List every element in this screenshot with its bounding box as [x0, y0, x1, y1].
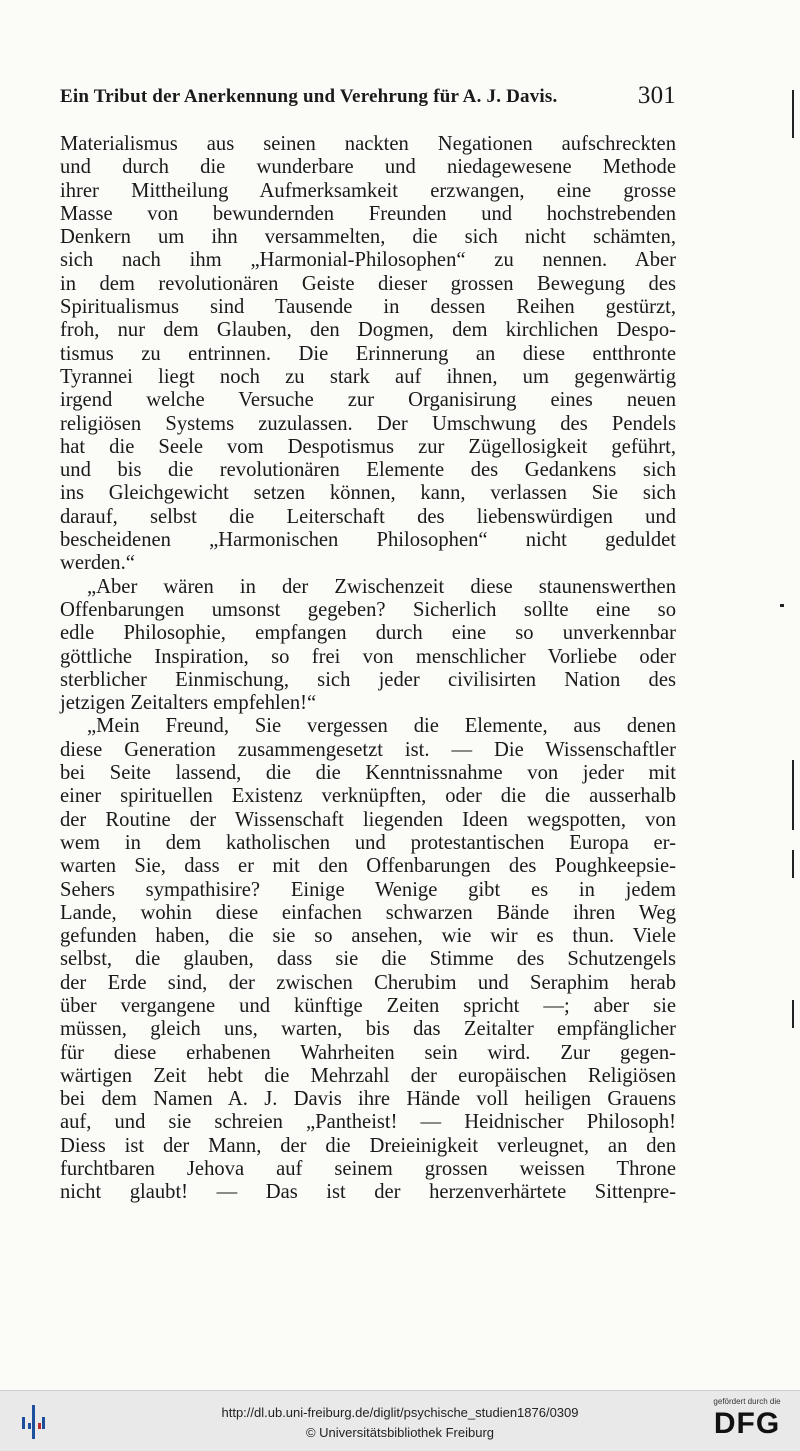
text-line: Masse von bewundernden Freunden und hochstrebenden — [60, 202, 676, 225]
text-line: darauf, selbst die Leiterschaft des liebenswürdigen und — [60, 505, 676, 528]
copyright-notice: © Universitätsbibliothek Freiburg — [305, 1425, 495, 1440]
text-line: ins Gleichgewicht setzen können, kann, verlassen Sie sich — [60, 482, 676, 505]
text-line: tismus zu entrinnen. Die Erinnerung an diese entthronte — [60, 342, 676, 365]
page-number: 301 — [637, 82, 676, 109]
text-line: Materialismus aus seinen nackten Negationen aufschreckten — [60, 133, 676, 155]
document-url[interactable]: http://dl.ub.uni-freiburg.de/diglit/psychische_studien1876/0309 — [221, 1405, 579, 1420]
text-line: nicht glaubt! — Das ist der herzenverhärtete Sittenpre- — [60, 1181, 676, 1204]
running-head — [60, 82, 676, 109]
text-line: wärtigen Zeit hebt die Mehrzahl der europäischen Religiösen — [60, 1064, 676, 1087]
text-line: Offenbarungen umsonst gegeben? Sicherlich sollte eine so — [60, 598, 676, 621]
text-line: „Aber wären in der Zwischenzeit diese staunenswerthen — [87, 575, 676, 598]
dfg-logo-icon — [706, 1397, 788, 1447]
margin-mark — [792, 760, 794, 830]
text-line: selbst, die glauben, dass sie die Stimme des Schutzengels — [60, 948, 676, 971]
text-line: bei dem Namen A. J. Davis ihre Hände voll heiligen Grauens — [60, 1088, 676, 1111]
text-line: froh, nur dem Glauben, den Dogmen, dem kirchlichen Despo- — [60, 319, 676, 342]
text-line: werden.“ — [60, 552, 135, 575]
margin-mark — [792, 850, 794, 878]
text-line: hat die Seele vom Despotismus zur Zügellosigkeit geführt, — [60, 435, 676, 458]
text-line: Sehers sympathisire? Einige Wenige gibt es in jedem — [60, 878, 676, 901]
text-line: jetzigen Zeitalters empfehlen!“ — [60, 692, 317, 715]
footer-bar — [0, 1390, 800, 1451]
text-line: Lande, wohin diese einfachen schwarzen Bände ihren Weg — [60, 901, 676, 924]
text-line: gefunden haben, die sie so ansehen, wie wir es thun. Viele — [60, 925, 676, 948]
text-line: ihrer Mittheilung Aufmerksamkeit erzwangen, eine grosse — [60, 179, 676, 202]
text-line: müssen, gleich uns, warten, bis das Zeitalter empfänglicher — [60, 1018, 676, 1041]
text-line: Tyrannei liegt noch zu stark auf ihnen, um gegenwärtig — [60, 365, 676, 388]
text-line: und bis die revolutionären Elemente des Gedankens sich — [60, 459, 676, 482]
text-line: sich nach ihm „Harmonial-Philosophen“ zu nennen. Aber — [60, 249, 676, 272]
dfg-funding-note: gefördert durch die — [713, 1397, 781, 1406]
text-line: wem in dem katholischen und protestantischen Europa er- — [60, 831, 676, 854]
text-line: göttliche Inspiration, so frei von menschlicher Vorliebe oder — [60, 645, 676, 668]
text-line: Denkern um ihn versammelten, die sich nicht schämten, — [60, 226, 676, 249]
margin-mark — [792, 1000, 794, 1028]
text-line: für diese erhabenen Wahrheiten sein wird. Zur gegen- — [60, 1041, 676, 1064]
text-line: der Routine der Wissenschaft liegenden Ideen wegspotten, von — [60, 808, 676, 831]
text-line: „Mein Freund, Sie vergessen die Elemente, aus denen — [87, 715, 676, 738]
text-line: diese Generation zusammengesetzt ist. — Die Wissenschaftler — [60, 738, 676, 761]
text-line: auf, und sie schreien „Pantheist! — Heidnischer Philosoph! — [60, 1111, 676, 1134]
text-line: über vergangene und künftige Zeiten spricht —; aber sie — [60, 994, 676, 1017]
margin-mark — [780, 604, 784, 607]
text-line: bei Seite lassend, die die Kenntnissnahme von jeder mit — [60, 762, 676, 785]
text-line: sterblicher Einmischung, sich jeder civilisirten Nation des — [60, 668, 676, 691]
text-line: Diess ist der Mann, der die Dreieinigkeit verleugnet, an den — [60, 1134, 676, 1157]
text-line: bescheidenen „Harmonischen Philosophen“ nicht geduldet — [60, 529, 676, 552]
body-text — [60, 133, 676, 1205]
text-line: der Erde sind, der zwischen Cherubim und Seraphim herab — [60, 971, 676, 994]
text-line: Spiritualismus sind Tausende in dessen Reihen gestürzt, — [60, 296, 676, 319]
running-head-title: Ein Tribut der Anerkennung und Verehrung für A. J. Davis. — [60, 86, 558, 107]
text-line: warten Sie, dass er mit den Offenbarungen des Poughkeepsie- — [60, 855, 676, 878]
dfg-logo-text: DFG — [713, 1407, 781, 1440]
text-line: einer spirituellen Existenz verknüpften, oder die die ausserhalb — [60, 785, 676, 808]
text-line: furchtbaren Jehova auf seinem grossen weissen Throne — [60, 1158, 676, 1181]
text-line: und durch die wunderbare und niedagewesene Methode — [60, 156, 676, 179]
text-line: in dem revolutionären Geiste dieser grossen Bewegung des — [60, 272, 676, 295]
text-line: edle Philosophie, empfangen durch eine so unverkennbar — [60, 622, 676, 645]
text-line: irgend welche Versuche zur Organisirung eines neuen — [60, 389, 676, 412]
text-line: religiösen Systems zuzulassen. Der Umschwung des Pendels — [60, 412, 676, 435]
margin-mark — [792, 90, 794, 138]
